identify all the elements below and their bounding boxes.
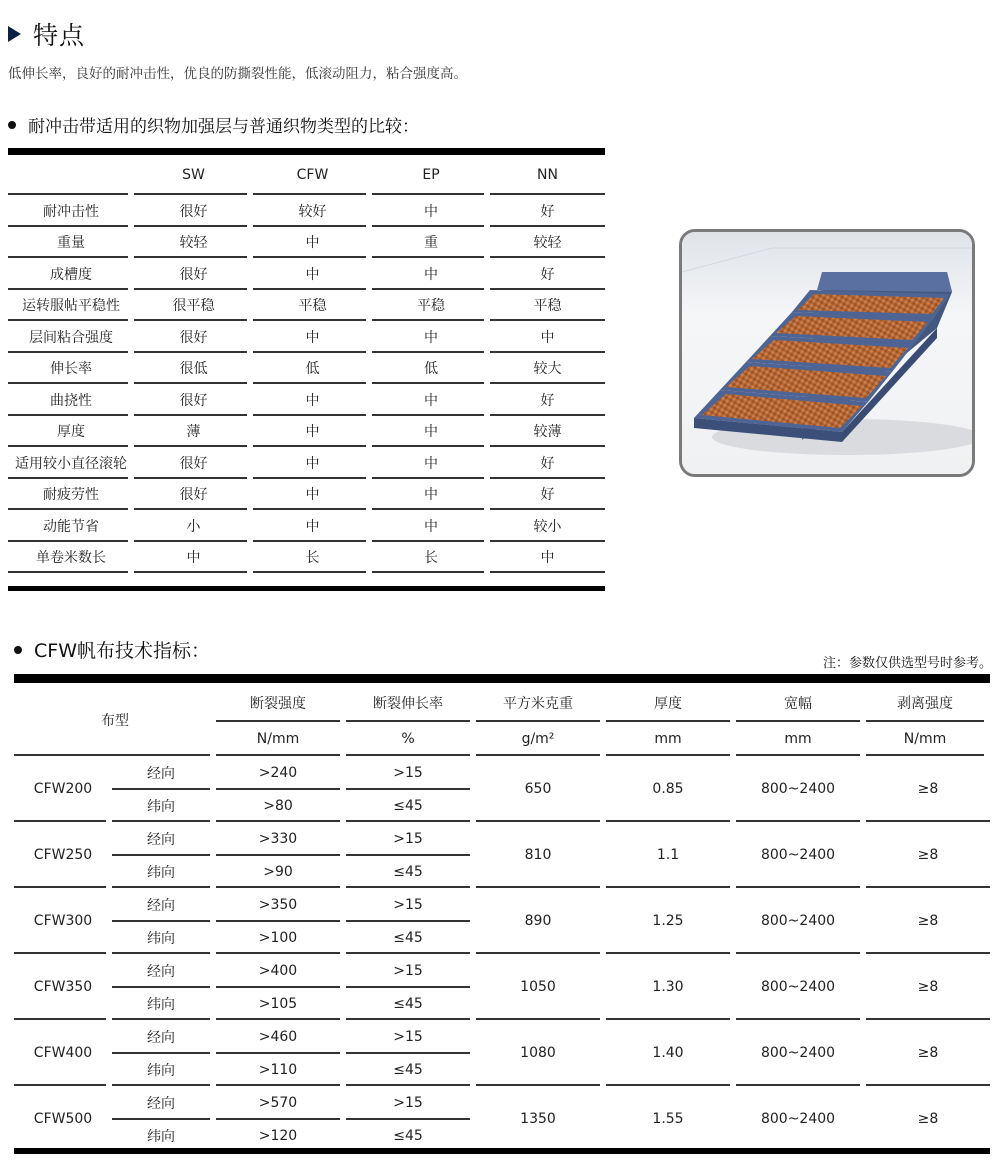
cell-text: 中 [424, 266, 438, 283]
cell-text: CFW [296, 167, 329, 183]
spec-cell: >400 [258, 962, 298, 979]
cell-text: 中 [424, 487, 438, 504]
spec-table-top-rule [14, 674, 990, 683]
cell-text: 较轻 [533, 235, 562, 252]
spec-cell: 1.25 [652, 913, 684, 929]
spec-note: 注：参数仅供选型号时参考。 [822, 656, 992, 671]
cell-text: 中 [305, 487, 320, 504]
spec-column-header: 断裂伸长率 [373, 696, 443, 712]
spec-unit-cell: mm [784, 731, 812, 747]
table-row [8, 258, 605, 290]
spec-cell: ≥8 [917, 1111, 939, 1127]
cell-text: 中 [305, 329, 320, 346]
table-row [8, 195, 605, 227]
cell-text: 中 [540, 329, 555, 346]
cell-text: 很好 [179, 487, 208, 504]
cell-text: 平稳 [533, 298, 562, 315]
comparison-cell [490, 416, 605, 448]
comparison-cell [372, 479, 490, 511]
comparison-table-bottom-rule [8, 586, 605, 591]
comparison-cell [372, 542, 490, 574]
conveyor-belt-illustration [682, 232, 972, 474]
row-rule [112, 854, 210, 856]
comparison-row-label [8, 479, 134, 511]
cell-text: 很好 [179, 455, 208, 472]
cell-text: 中 [424, 455, 438, 472]
spec-cell: ≤45 [393, 1127, 423, 1144]
comparison-header-cell [490, 155, 605, 195]
cell-text: SW [182, 167, 205, 183]
comparison-cell [490, 195, 605, 227]
spec-model-cell: CFW350 [33, 979, 93, 995]
spec-cell: ≤45 [393, 929, 423, 946]
cell-text: 很平稳 [172, 298, 215, 315]
spec-cell: >350 [258, 896, 298, 913]
spec-cell: >15 [393, 962, 423, 979]
comparison-row-label [8, 447, 134, 479]
comparison-cell [134, 542, 253, 574]
page-title: 特点 [33, 21, 86, 50]
comparison-cell [490, 447, 605, 479]
spec-cell: ≥8 [917, 913, 939, 929]
spec-table-bottom-rule [14, 1148, 990, 1154]
comparison-cell [372, 353, 490, 385]
comparison-cell [134, 479, 253, 511]
comparison-cell [134, 290, 253, 322]
table-row [8, 353, 605, 385]
comparison-cell [490, 321, 605, 353]
spec-cell: ≥8 [917, 781, 939, 797]
comparison-row-label [8, 290, 134, 322]
comparison-cell [134, 416, 253, 448]
spec-cell: >105 [258, 995, 298, 1012]
spec-unit-cell: N/mm [256, 731, 300, 747]
cell-text: 中 [305, 266, 320, 283]
spec-direction-warp: 经向 [147, 1095, 175, 1112]
cell-text: 中 [424, 424, 438, 441]
row-rule [216, 1052, 340, 1054]
spec-column-header: 断裂强度 [250, 696, 306, 712]
spec-cell: 1080 [520, 1045, 556, 1061]
spec-cell: >15 [393, 830, 423, 847]
cell-text: 中 [305, 424, 320, 441]
cell-text: 厚度 [57, 424, 85, 441]
comparison-cell [372, 416, 490, 448]
spec-cell: 800~2400 [760, 979, 836, 995]
row-rule [112, 986, 210, 988]
comparison-cell [490, 479, 605, 511]
comparison-row-label [8, 227, 134, 259]
row-rule [112, 920, 210, 922]
comparison-cell [490, 290, 605, 322]
spec-cell: >100 [258, 929, 298, 946]
comparison-heading [8, 112, 419, 137]
spec-cell: >110 [258, 1061, 298, 1078]
cell-text: 平稳 [417, 298, 445, 315]
comparison-cell [253, 321, 372, 353]
cell-text: 很好 [179, 266, 208, 283]
spec-direction-warp: 经向 [147, 897, 175, 914]
comparison-cell [253, 416, 372, 448]
cell-text: 中 [186, 550, 201, 567]
spec-model-cell: CFW250 [33, 847, 93, 863]
spec-direction-weft: 纬向 [147, 798, 175, 815]
cell-text: 曲挠性 [50, 392, 92, 409]
comparison-cell [253, 353, 372, 385]
spec-cell: >120 [258, 1127, 298, 1144]
cell-text: 好 [540, 203, 555, 220]
table-row [8, 416, 605, 448]
comparison-cell [253, 227, 372, 259]
comparison-cell [372, 510, 490, 542]
spec-cell: 0.85 [652, 781, 684, 797]
cell-text: 中 [424, 518, 438, 535]
spec-cell: ≥8 [917, 847, 939, 863]
spec-type-header: 布型 [101, 713, 129, 729]
spec-cell: ≤45 [393, 863, 423, 880]
comparison-row-label [8, 353, 134, 385]
comparison-cell [490, 258, 605, 290]
comparison-row-label [8, 258, 134, 290]
spec-heading [14, 636, 210, 663]
cell-text: 低 [424, 361, 438, 378]
row-rule [346, 986, 470, 988]
comparison-cell [134, 195, 253, 227]
cell-text: 好 [540, 487, 555, 504]
table-row [8, 384, 605, 416]
comparison-cell [253, 195, 372, 227]
cell-text: 适用较小直径滚轮 [15, 455, 127, 472]
comparison-row-label [8, 195, 134, 227]
comparison-cell [253, 447, 372, 479]
comparison-cell [372, 290, 490, 322]
table-row [8, 447, 605, 479]
spec-direction-weft: 纬向 [147, 864, 175, 881]
comparison-cell [253, 290, 372, 322]
spec-cell: >90 [263, 863, 293, 880]
spec-direction-weft: 纬向 [147, 1128, 175, 1145]
row-rule [346, 1052, 470, 1054]
cell-text: EP [422, 167, 440, 183]
comparison-cell [253, 479, 372, 511]
spec-cell: 800~2400 [760, 847, 836, 863]
spec-cell: ≥8 [917, 1045, 939, 1061]
cell-text: 好 [540, 392, 555, 409]
spec-model-cell: CFW400 [33, 1045, 93, 1061]
comparison-cell [372, 258, 490, 290]
cell-rule [490, 571, 605, 573]
row-rule [346, 920, 470, 922]
table-row [8, 321, 605, 353]
comparison-cell [490, 353, 605, 385]
spec-cell: 800~2400 [760, 913, 836, 929]
spec-unit-cell: g/m² [521, 731, 555, 747]
comparison-cell [490, 542, 605, 574]
cell-text: 中 [305, 455, 320, 472]
spec-model-cell: CFW500 [33, 1111, 93, 1127]
conveyor-belt-image [679, 229, 975, 477]
cell-text: 较大 [533, 361, 562, 378]
spec-column-header: 宽幅 [784, 696, 812, 712]
cell-text: 耐疲劳性 [43, 487, 99, 504]
spec-cell: 1.1 [656, 847, 680, 863]
comparison-cell [253, 510, 372, 542]
spec-cell: ≤45 [393, 797, 423, 814]
cell-text: 好 [540, 266, 555, 283]
comparison-row-label [8, 542, 134, 574]
cell-text: 小 [186, 518, 201, 535]
comparison-cell [490, 384, 605, 416]
comparison-heading-text: 耐冲击带适用的织物加强层与普通织物类型的比较： [28, 117, 419, 137]
section-title [8, 16, 85, 52]
comparison-header-cell [134, 155, 253, 195]
cell-text: 耐冲击性 [43, 203, 99, 220]
row-rule [112, 1052, 210, 1054]
spec-column-header: 剥离强度 [897, 696, 953, 712]
cell-text: 长 [424, 550, 438, 567]
comparison-header-cell [253, 155, 372, 195]
cell-text: 中 [305, 235, 320, 252]
cell-text: 动能节省 [43, 518, 99, 535]
spec-unit-cell: mm [654, 731, 682, 747]
table-row [8, 510, 605, 542]
row-rule [112, 788, 210, 790]
cell-text: 长 [305, 550, 320, 567]
row-rule [216, 788, 340, 790]
spec-direction-warp: 经向 [147, 963, 175, 980]
table-row [8, 479, 605, 511]
cell-text: 较薄 [533, 424, 562, 441]
cell-rule [372, 571, 484, 573]
comparison-row-label [8, 321, 134, 353]
cell-text: 低 [305, 361, 320, 378]
spec-cell: 810 [524, 847, 552, 863]
triangle-bullet-icon [8, 26, 21, 42]
comparison-cell [134, 258, 253, 290]
spec-cell: 1.55 [652, 1111, 684, 1127]
spec-cell: 1.30 [652, 979, 684, 995]
spec-cell: >240 [258, 764, 298, 781]
comparison-cell [490, 510, 605, 542]
spec-cell: 1350 [520, 1111, 556, 1127]
cell-text: 中 [540, 550, 555, 567]
spec-cell: >15 [393, 1028, 423, 1045]
spec-direction-weft: 纬向 [147, 1062, 175, 1079]
cell-text: 运转服帖平稳性 [22, 298, 120, 315]
cell-text: 中 [305, 392, 320, 409]
cell-text: 中 [424, 329, 438, 346]
spec-cell: 1050 [520, 979, 556, 995]
comparison-cell [253, 542, 372, 574]
comparison-table [8, 155, 605, 573]
features-intro: 低伸长率，良好的耐冲击性，优良的防撕裂性能，低滚动阻力，粘合强度高。 [8, 66, 467, 82]
spec-unit-cell: % [401, 731, 415, 747]
spec-cell: 800~2400 [760, 781, 836, 797]
cell-text: 平稳 [298, 298, 327, 315]
cell-text: 成槽度 [50, 266, 92, 283]
bullet-dot-icon [14, 646, 22, 654]
spec-cell: ≤45 [393, 1061, 423, 1078]
cell-text: 较小 [533, 518, 562, 535]
spec-cell: >330 [258, 830, 298, 847]
spec-direction-weft: 纬向 [147, 996, 175, 1013]
spec-cell: ≥8 [917, 979, 939, 995]
cell-text: 很好 [179, 329, 208, 346]
table-row [8, 290, 605, 322]
spec-cell: >80 [263, 797, 293, 814]
spec-unit-cell: N/mm [903, 731, 947, 747]
spec-cell: >570 [258, 1094, 298, 1111]
spec-direction-warp: 经向 [147, 765, 175, 782]
spec-cell: >15 [393, 764, 423, 781]
comparison-cell [134, 384, 253, 416]
cell-text: 中 [424, 392, 438, 409]
spec-column-header: 平方米克重 [503, 696, 573, 712]
spec-cell: 890 [524, 913, 552, 929]
cell-rule [253, 571, 366, 573]
comparison-cell [372, 384, 490, 416]
comparison-table-top-rule [8, 148, 605, 155]
spec-cell: 1.40 [652, 1045, 684, 1061]
spec-direction-weft: 纬向 [147, 930, 175, 947]
comparison-cell [372, 195, 490, 227]
comparison-cell [372, 321, 490, 353]
cell-text: 很低 [179, 361, 208, 378]
row-rule [346, 788, 470, 790]
spec-model-cell: CFW300 [33, 913, 93, 929]
comparison-row-label [8, 384, 134, 416]
spec-cell: 800~2400 [760, 1111, 836, 1127]
cell-text: 很好 [179, 392, 208, 409]
cell-rule [8, 571, 128, 573]
cell-text: 较好 [298, 203, 327, 220]
row-rule [112, 1118, 210, 1120]
cell-text: 中 [305, 518, 320, 535]
comparison-cell [490, 227, 605, 259]
cell-rule [134, 571, 247, 573]
row-rule [346, 854, 470, 856]
row-rule [216, 986, 340, 988]
cell-text: 中 [424, 203, 438, 220]
comparison-cell [134, 321, 253, 353]
comparison-row-label [8, 416, 134, 448]
comparison-cell [253, 258, 372, 290]
spec-heading-text: CFW帆布技术指标： [34, 640, 210, 662]
cell-text: 重量 [57, 235, 85, 252]
comparison-header-row [8, 155, 605, 195]
cell-text: NN [537, 167, 558, 183]
spec-column-header: 厚度 [654, 696, 682, 712]
comparison-cell [134, 510, 253, 542]
comparison-cell [134, 353, 253, 385]
spec-direction-warp: 经向 [147, 1029, 175, 1046]
cell-text: 薄 [186, 424, 201, 441]
spec-cell: 800~2400 [760, 1045, 836, 1061]
table-row [8, 542, 605, 574]
table-row [8, 227, 605, 259]
cell-text: 单卷米数长 [36, 550, 106, 567]
spec-cell: 650 [524, 781, 552, 797]
comparison-row-label [8, 510, 134, 542]
cell-text: 伸长率 [50, 361, 92, 378]
comparison-cell [134, 447, 253, 479]
cell-text: 层间粘合强度 [29, 329, 113, 346]
row-rule [216, 1118, 340, 1120]
spec-direction-warp: 经向 [147, 831, 175, 848]
comparison-cell [372, 227, 490, 259]
comparison-header-cell [8, 155, 134, 195]
spec-cell: >15 [393, 896, 423, 913]
spec-cell: >460 [258, 1028, 298, 1045]
cell-text: 重 [424, 235, 438, 252]
row-rule [216, 854, 340, 856]
comparison-cell [134, 227, 253, 259]
spec-cell: ≤45 [393, 995, 423, 1012]
row-rule [346, 1118, 470, 1120]
spec-model-cell: CFW200 [33, 781, 93, 797]
cell-text: 较轻 [179, 235, 208, 252]
cell-text: 很好 [179, 203, 208, 220]
comparison-header-cell [372, 155, 490, 195]
row-rule [216, 920, 340, 922]
comparison-cell [253, 384, 372, 416]
bullet-dot-icon [8, 121, 16, 129]
comparison-cell [372, 447, 490, 479]
cell-text: 好 [540, 455, 555, 472]
spec-cell: >15 [393, 1094, 423, 1111]
